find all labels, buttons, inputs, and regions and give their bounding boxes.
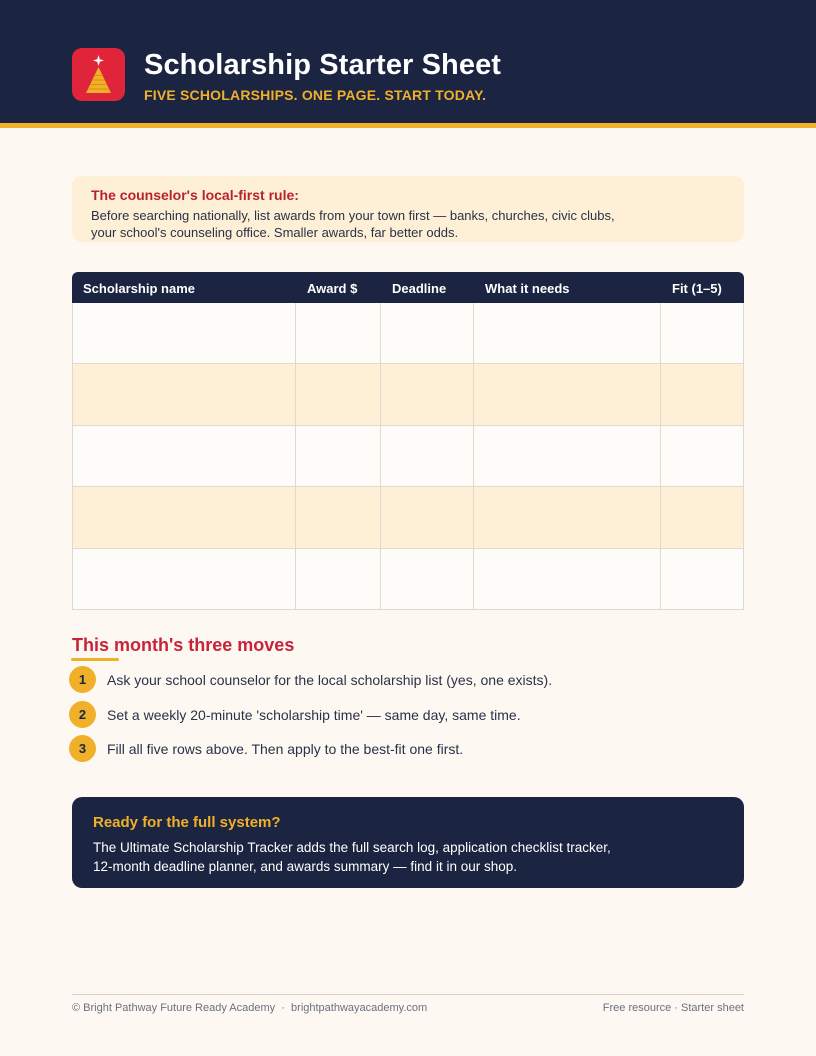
table-cell[interactable] (661, 487, 744, 548)
table-cell[interactable] (381, 364, 474, 425)
moves-heading: This month's three moves (72, 635, 295, 655)
local-first-rule-callout (72, 176, 744, 242)
table-cell[interactable] (381, 549, 474, 610)
table-cell[interactable] (474, 364, 661, 425)
callout-line-1: Before searching nationally, list awards from your town first — banks, churches, civic clubs, (91, 208, 615, 223)
table-cell[interactable] (474, 487, 661, 548)
table-cell[interactable] (296, 303, 381, 364)
cta-text (93, 838, 723, 876)
full-system-callout (72, 797, 744, 888)
table-row (72, 303, 744, 364)
table-cell[interactable] (474, 303, 661, 364)
table-cell[interactable] (661, 364, 744, 425)
table-cell[interactable] (474, 426, 661, 487)
table-cell[interactable] (381, 487, 474, 548)
table-header (72, 272, 744, 303)
column-header-deadline: Deadline (392, 281, 447, 296)
table-cell[interactable] (72, 364, 296, 425)
callout-title: The counselor's local-first rule: (91, 187, 299, 203)
table-row (72, 364, 744, 425)
callout-line-2: your school's counseling office. Smaller awards, far better odds. (91, 225, 459, 240)
move-item (69, 701, 521, 728)
step-number-badge: 2 (69, 701, 96, 728)
page-header (0, 0, 816, 128)
column-header-award: Award $ (307, 281, 358, 296)
table-cell[interactable] (661, 549, 744, 610)
table-cell[interactable] (296, 426, 381, 487)
table-cell[interactable] (72, 487, 296, 548)
step-number-badge: 3 (69, 735, 96, 762)
table-cell[interactable] (72, 426, 296, 487)
table-cell[interactable] (72, 303, 296, 364)
footer-resource-note: Free resource · Starter sheet (602, 1002, 744, 1014)
cta-title: Ready for the full system? (93, 814, 281, 831)
column-header-needs: What it needs (485, 281, 570, 296)
table-cell[interactable] (381, 426, 474, 487)
callout-text (91, 207, 725, 241)
table-cell[interactable] (296, 549, 381, 610)
table-row (72, 487, 744, 548)
table-cell[interactable] (661, 426, 744, 487)
cta-line-2: 12-month deadline planner, and awards summary — find it in our shop. (93, 859, 517, 874)
step-number-badge: 1 (69, 666, 96, 693)
column-header-fit: Fit (1–5) (672, 281, 722, 296)
page-title: Scholarship Starter Sheet (144, 49, 502, 81)
lamp-pyramid-icon (72, 48, 125, 101)
table-cell[interactable] (72, 549, 296, 610)
footer-copyright: © Bright Pathway Future Ready Academy · brightpathwayacademy.com (72, 1002, 428, 1014)
move-text: Set a weekly 20-minute 'scholarship time' — same day, same time. (107, 706, 521, 723)
move-item (69, 666, 552, 693)
table-cell[interactable] (474, 549, 661, 610)
cta-line-1: The Ultimate Scholarship Tracker adds the full search log, application checklist tracker, (93, 840, 611, 855)
table-cell[interactable] (296, 364, 381, 425)
table-row (72, 426, 744, 487)
footer-divider (72, 994, 744, 995)
table-cell[interactable] (661, 303, 744, 364)
move-text: Fill all five rows above. Then apply to the best-fit one first. (107, 740, 464, 757)
scholarship-table (72, 272, 744, 610)
page-tagline: FIVE SCHOLARSHIPS. ONE PAGE. START TODAY. (144, 87, 487, 103)
table-row (72, 549, 744, 610)
move-item (69, 735, 463, 762)
column-header-name: Scholarship name (83, 281, 195, 296)
move-text: Ask your school counselor for the local scholarship list (yes, one exists). (107, 671, 553, 688)
table-cell[interactable] (296, 487, 381, 548)
table-cell[interactable] (381, 303, 474, 364)
moves-heading-underline (71, 658, 119, 661)
